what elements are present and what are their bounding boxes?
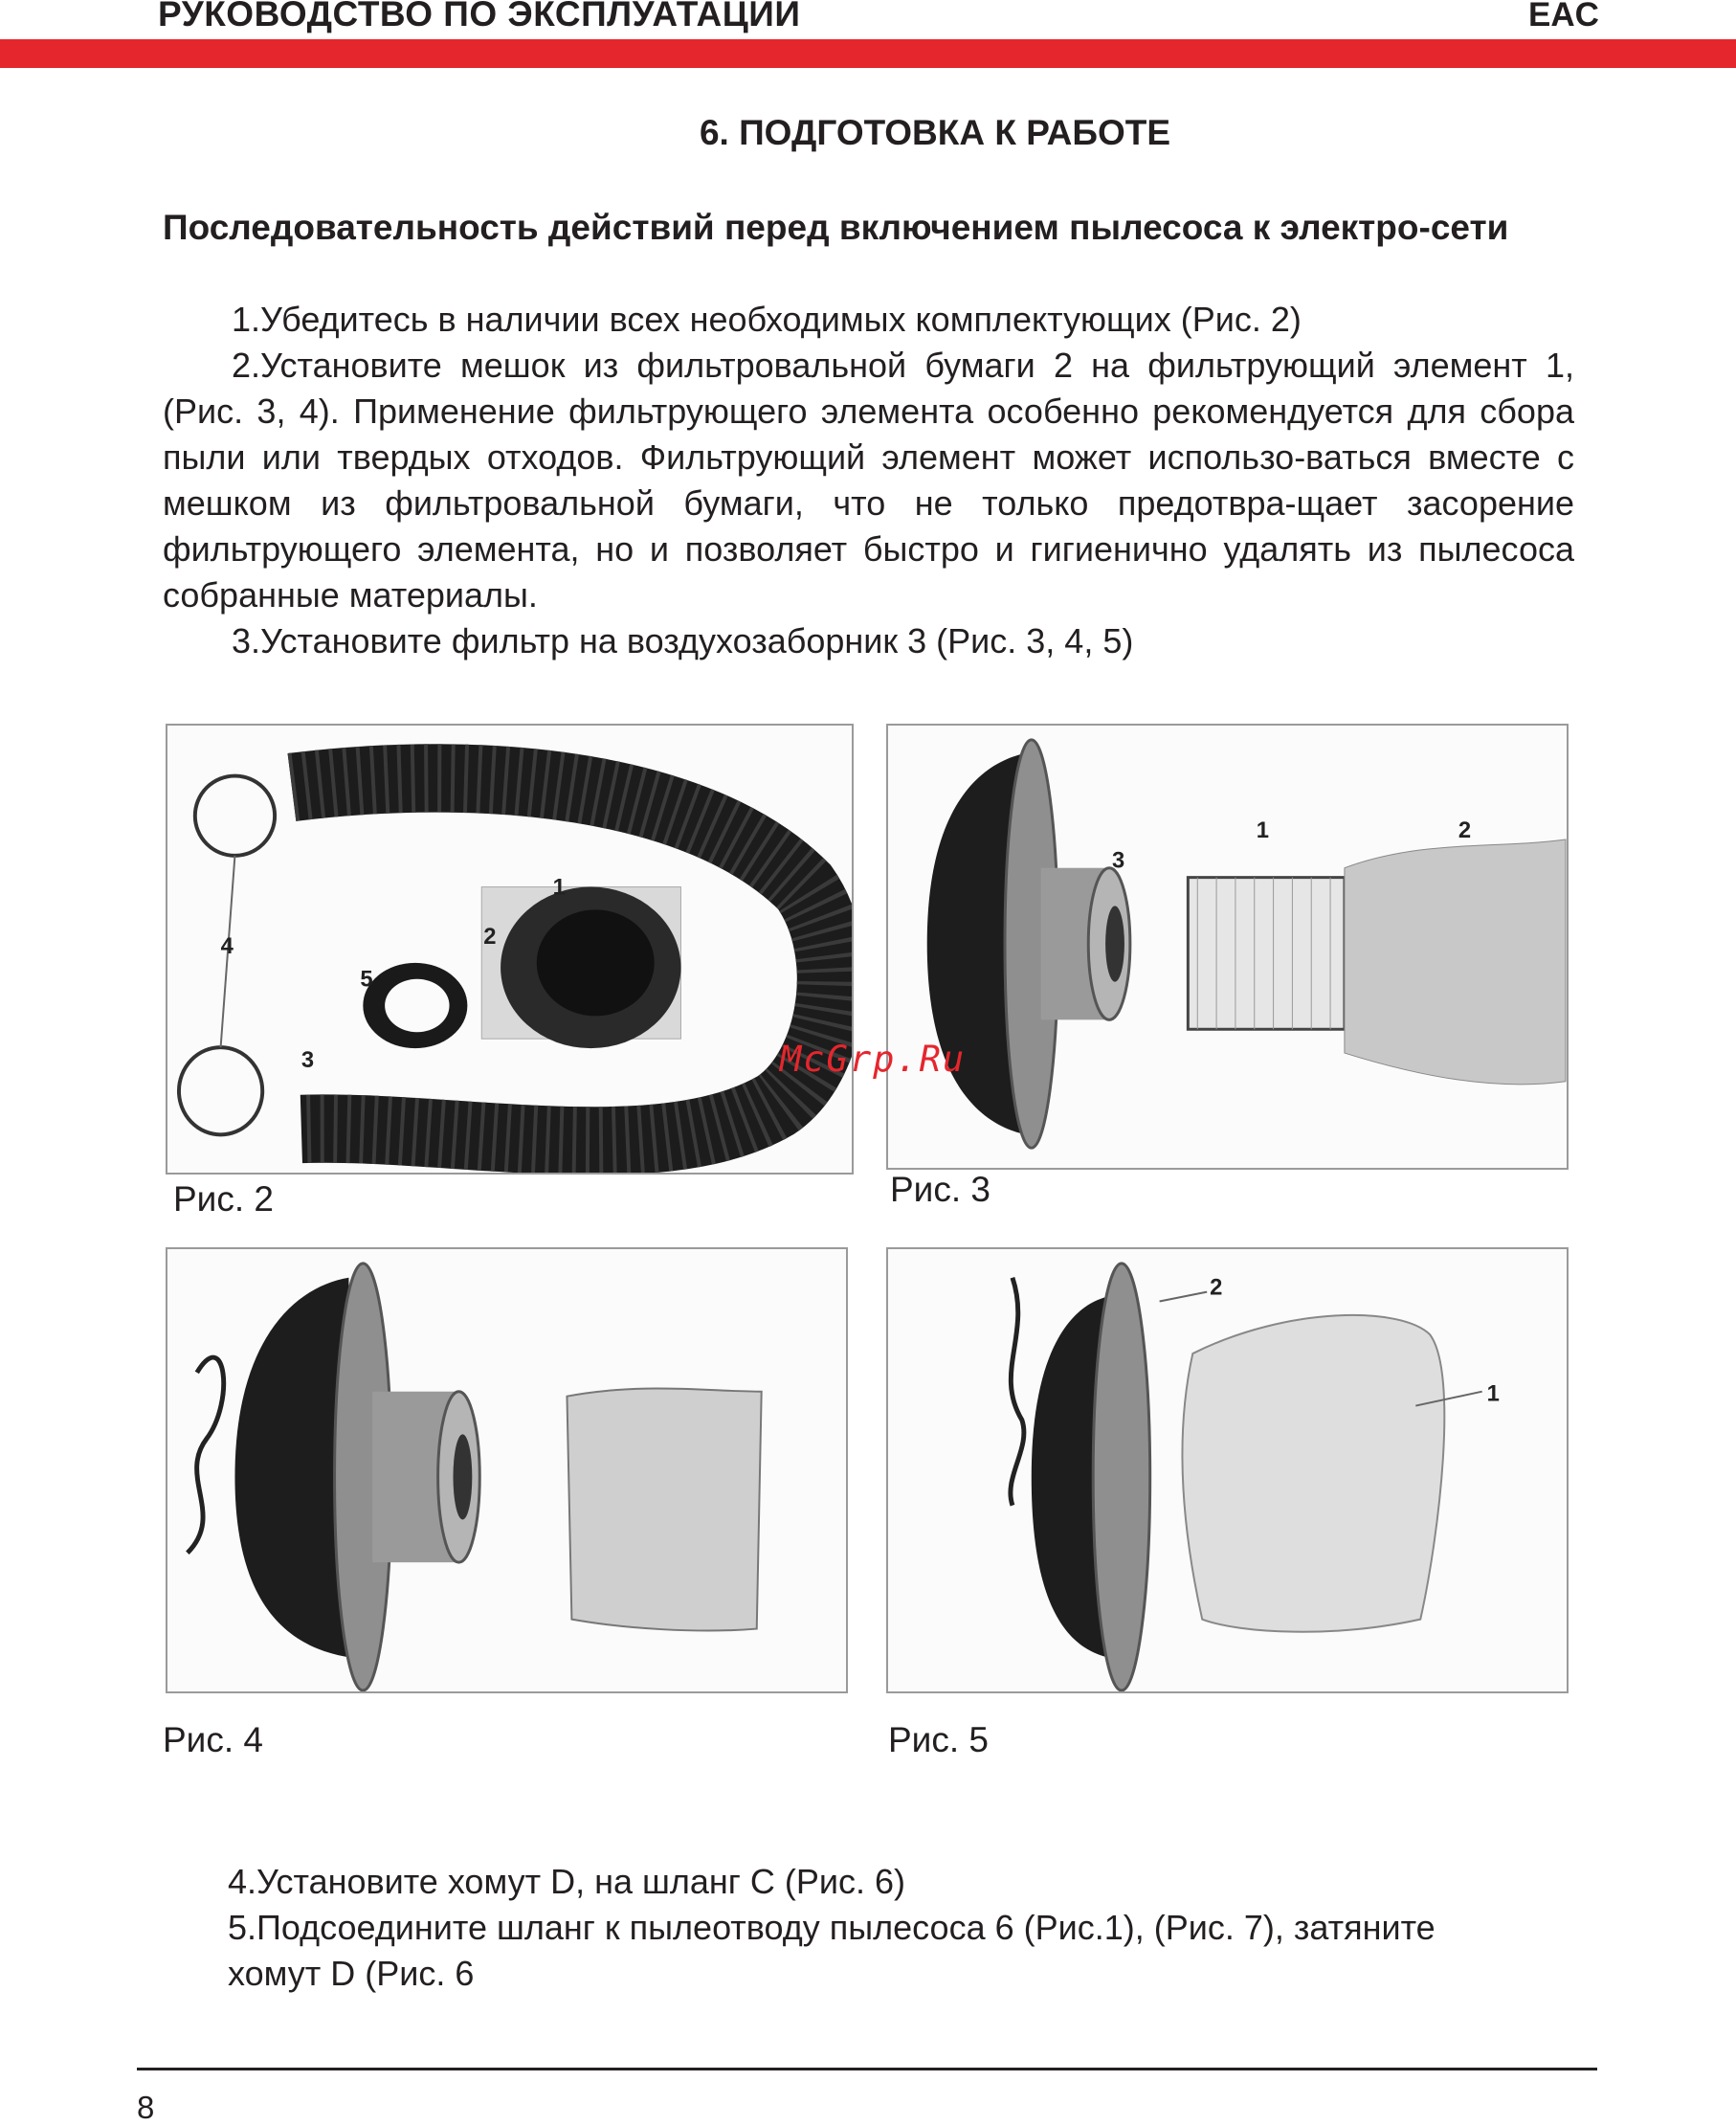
page-number: 8 — [137, 2090, 155, 2125]
figure-2-photo — [166, 724, 854, 1175]
fig3-label-1: 1 — [1256, 817, 1269, 843]
step-4: 4.Установите хомут D, на шланг C (Рис. 6) — [228, 1862, 906, 1901]
fig5-label-1: 1 — [1486, 1380, 1500, 1407]
fig2-label-5: 5 — [360, 966, 373, 993]
fig2-label-3: 3 — [300, 1046, 315, 1073]
eac-mark: EAC — [1528, 0, 1599, 34]
assembled-filter-illustration — [888, 1249, 1567, 1691]
fig5-label-2: 2 — [1210, 1274, 1223, 1301]
figure-5-caption: Рис. 5 — [888, 1720, 989, 1759]
step-1: 1.Убедитесь в наличии всех необходимых комплектующих (Рис. 2) — [232, 300, 1302, 339]
step-2: 2.Установите мешок из фильтровальной бумаги 2 на фильтрующий элемент 1, (Рис. 3, 4). Применение фильтрующего элемента особенно рекомендуется для сбора пыли или твердых отходов. Фильтрующий элемент может использо-ваться вместе с мешком из фильтровальной бумаги, что не только предотвра-щает засорение фильтрующего элемента, но и позволяет быстро и гигиенично удалять из пылесоса собранные материалы. — [163, 346, 1574, 615]
figure-3-photo — [886, 724, 1569, 1170]
steps-bottom — [163, 1859, 1574, 1997]
fig3-label-3: 3 — [1112, 847, 1125, 874]
section-title: 6. ПОДГОТОВКА К РАБОТЕ — [699, 113, 1171, 152]
fig3-label-2: 2 — [1458, 817, 1472, 843]
step-5: 5.Подсоедините шланг к пылеотводу пылесоса 6 (Рис.1), (Рис. 7), затяните — [228, 1908, 1436, 1947]
figure-4-caption: Рис. 4 — [163, 1720, 263, 1759]
steps-top — [163, 297, 1574, 664]
figure-5-photo — [886, 1247, 1569, 1693]
motor-filter-bag-illustration — [888, 726, 1567, 1168]
figure-2-caption: Рис. 2 — [173, 1179, 274, 1219]
fig2-label-1: 1 — [552, 874, 566, 901]
subheading: Последовательность действий перед включением пылесоса к электро-сети — [163, 208, 1509, 247]
fig2-label-4: 4 — [220, 932, 234, 959]
fig2-label-2: 2 — [483, 924, 497, 951]
footer-rule — [137, 2068, 1597, 2070]
hose-kit-illustration — [167, 726, 852, 1173]
header-red-bar — [0, 39, 1736, 68]
step-5-continuation: хомут D (Рис. 6 — [228, 1954, 475, 1993]
watermark: McGrp.Ru — [780, 1039, 967, 1080]
step-3: 3.Установите фильтр на воздухозаборник 3 (Рис. 3, 4, 5) — [232, 621, 1134, 660]
figure-4-photo — [166, 1247, 848, 1693]
motor-and-bag-illustration — [167, 1249, 846, 1691]
running-header-title: РУКОВОДСТВО ПО ЭКСПЛУАТАЦИИ — [158, 0, 801, 34]
figure-3-caption: Рис. 3 — [890, 1170, 990, 1209]
